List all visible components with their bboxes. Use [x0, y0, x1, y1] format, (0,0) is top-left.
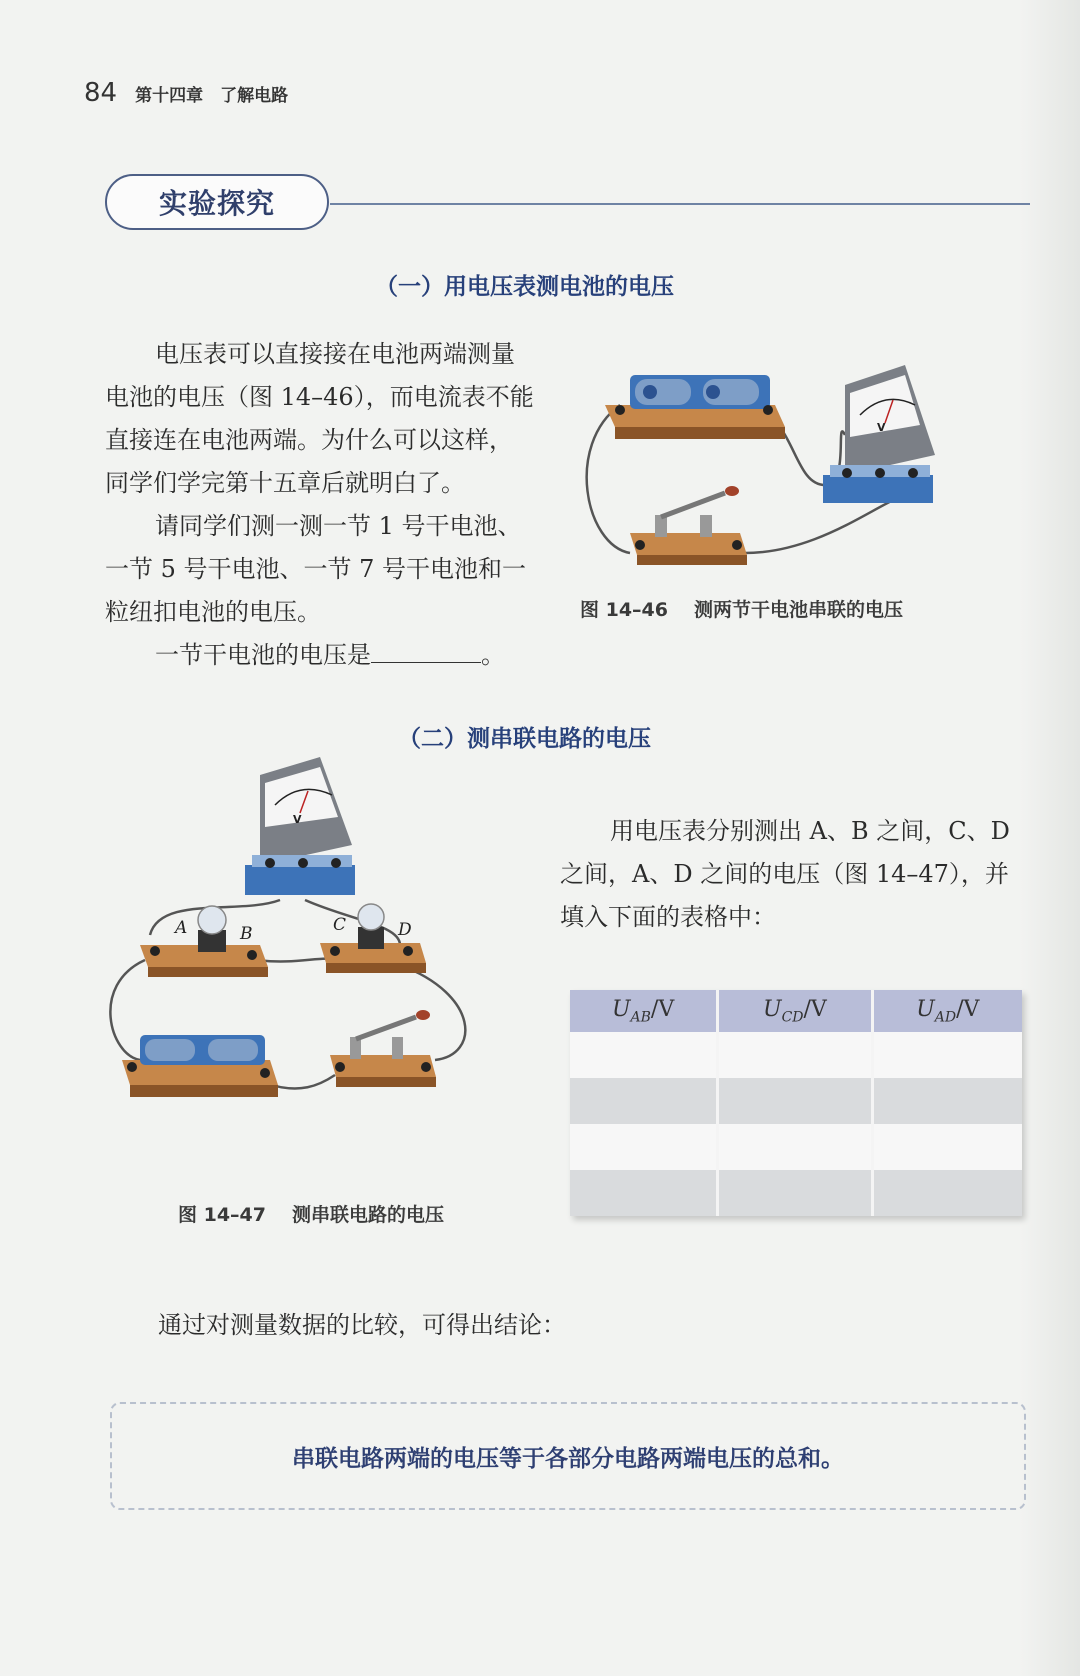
point-label-d: D	[398, 920, 412, 940]
table-cell[interactable]	[718, 1124, 873, 1170]
point-label-b: B	[240, 924, 253, 944]
conclusion-prompt: 通过对测量数据的比较，可得出结论：	[158, 1311, 566, 1339]
meter-symbol: V	[877, 421, 886, 434]
page-header	[84, 78, 288, 108]
point-label-c: C	[333, 915, 347, 935]
lamp-ab	[140, 906, 268, 977]
section1-paragraph-2: 请同学们测一测一节 1 号干电池、一节 5 号干电池、一节 7 号干电池和一粒纽扣电池的电压。	[105, 512, 527, 626]
fill-in-line	[105, 634, 535, 677]
table-header-row	[570, 990, 1022, 1032]
battery-holder	[605, 375, 785, 439]
figure-14-46-title: 测两节干电池串联的电压	[694, 599, 904, 621]
table-cell[interactable]	[718, 1078, 873, 1124]
section2-paragraph: 用电压表分别测出 A、B 之间，C、D 之间，A、D 之间的电压（图 14–47），并填入下面的表格中：	[560, 817, 1010, 931]
table-row	[570, 1170, 1022, 1216]
table-cell[interactable]	[718, 1032, 873, 1078]
figure-14-47-number: 图 14–47	[178, 1204, 266, 1226]
table-row	[570, 1032, 1022, 1078]
page-number: 84	[84, 78, 118, 108]
banner-rule	[330, 203, 1030, 205]
voltmeter	[823, 365, 935, 503]
switch	[330, 1010, 436, 1087]
table-row	[570, 1124, 1022, 1170]
meter-symbol: V	[293, 813, 302, 826]
table-cell[interactable]	[872, 1032, 1022, 1078]
table-cell[interactable]	[872, 1078, 1022, 1124]
section2-body	[560, 810, 1022, 939]
switch	[630, 486, 747, 565]
figure-14-47-caption	[178, 1200, 444, 1227]
conclusion-box	[110, 1402, 1026, 1510]
fill-suffix: 。	[481, 641, 505, 669]
table-cell[interactable]	[718, 1170, 873, 1216]
table-cell[interactable]	[570, 1124, 718, 1170]
voltmeter	[245, 757, 355, 895]
figure-14-46-illustration	[575, 355, 1035, 585]
figure-14-47-title: 测串联电路的电压	[292, 1204, 445, 1226]
point-label-a: A	[175, 918, 188, 938]
table-cell[interactable]	[570, 1032, 718, 1078]
header-u-cd: $U_{CD}/V$	[718, 990, 873, 1032]
section1-paragraph-1: 电压表可以直接接在电池两端测量电池的电压（图 14–46），而电流表不能直接连在电池两端。为什么可以这样，同学们学完第十五章后就明白了。	[105, 340, 534, 497]
table-row	[570, 1078, 1022, 1124]
answer-blank[interactable]	[371, 640, 481, 663]
lamp-cd	[320, 904, 426, 973]
conclusion-text: 串联电路两端的电压等于各部分电路两端电压的总和。	[292, 1445, 844, 1472]
figure-14-47-illustration	[100, 755, 500, 1120]
section1-title: （一）用电压表测电池的电压	[375, 274, 674, 300]
header-u-ad: $U_{AD}/V$	[872, 990, 1022, 1032]
page-edge-shadow	[1020, 0, 1080, 1676]
voltage-table	[570, 990, 1022, 1216]
header-u-ab: $U_{AB}/V$	[570, 990, 718, 1032]
table-cell[interactable]	[872, 1124, 1022, 1170]
table-cell[interactable]	[872, 1170, 1022, 1216]
table-cell[interactable]	[570, 1170, 718, 1216]
banner-label: 实验探究	[158, 187, 275, 220]
experiment-banner	[105, 174, 329, 230]
figure-14-46-caption	[580, 595, 903, 622]
table-cell[interactable]	[570, 1078, 718, 1124]
chapter-title: 第十四章 了解电路	[135, 86, 289, 106]
battery-holder	[122, 1035, 278, 1097]
section1-body	[105, 333, 535, 677]
figure-14-46-number: 图 14–46	[580, 599, 668, 621]
section2-title: （二）测串联电路的电压	[398, 726, 651, 752]
fill-prefix: 一节干电池的电压是	[155, 641, 371, 669]
